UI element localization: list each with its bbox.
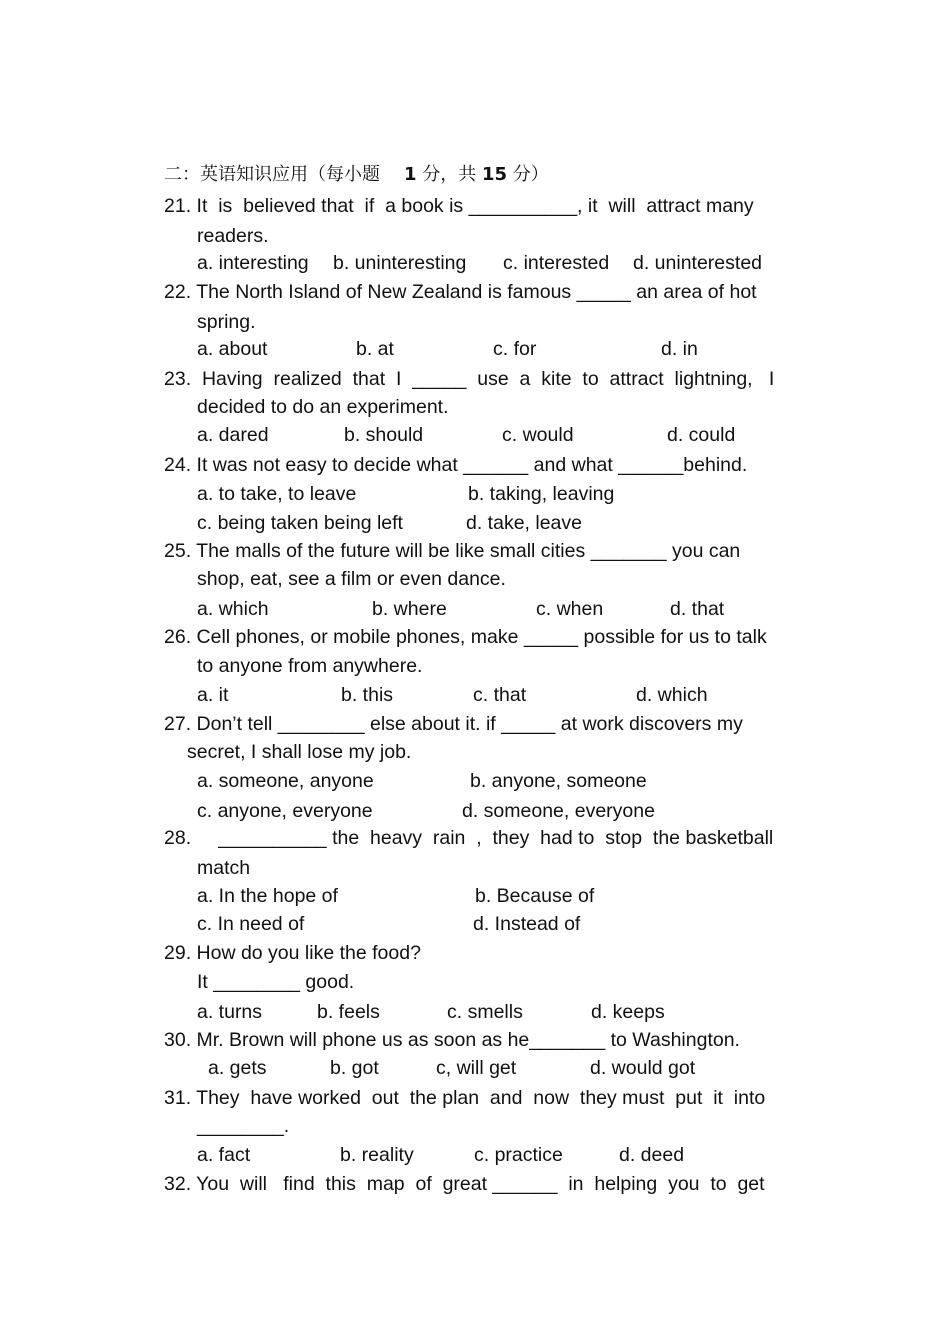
question-24-option-c: c. being taken being left (197, 512, 403, 534)
question-28-stem-line-2: match (197, 857, 251, 879)
question-26-stem-line-2: to anyone from anywhere. (197, 655, 423, 677)
question-21-option-c: c. interested (503, 252, 610, 274)
question-32-stem-line-1: 32. You will find this map of great ______ in helping you to get (164, 1173, 765, 1195)
question-23-option-b: b. should (344, 424, 424, 446)
question-25-option-c: c. when (536, 598, 604, 620)
question-21-option-a: a. interesting (197, 252, 309, 274)
question-24-option-d: d. take, leave (466, 512, 582, 534)
question-31-option-a: a. fact (197, 1144, 251, 1166)
question-29-option-b: b. feels (317, 1001, 380, 1023)
question-24-stem-line-1: 24. It was not easy to decide what ______ and what ______behind. (164, 454, 748, 476)
question-30-option-b: b. got (330, 1057, 379, 1079)
question-28-stem-line-1: 28. __________ the heavy rain , they had to stop the basketball (164, 827, 774, 849)
question-28-option-d: d. Instead of (473, 913, 581, 935)
question-23-option-c: c. would (502, 424, 574, 446)
question-29-stem-line-2: It ________ good. (197, 971, 355, 993)
question-27-stem-line-2: secret, I shall lose my job. (187, 741, 412, 763)
question-23-option-d: d. could (667, 424, 736, 446)
question-26-option-c: c. that (473, 684, 527, 706)
question-27-stem-line-1: 27. Don’t tell ________ else about it. if _____ at work discovers my (164, 713, 743, 735)
question-28-option-c: c. In need of (197, 913, 305, 935)
question-30-stem-line-1: 30. Mr. Brown will phone us as soon as he_______ to Washington. (164, 1029, 740, 1051)
section-title (164, 163, 549, 187)
question-22-option-a: a. about (197, 338, 268, 360)
question-25-stem-line-1: 25. The malls of the future will be like small cities _______ you can (164, 540, 741, 562)
question-31-stem-line-2: ________. (197, 1115, 290, 1137)
section-points-each: 1 (404, 164, 417, 185)
question-27-option-d: d. someone, everyone (462, 800, 655, 822)
question-29-option-a: a. turns (197, 1001, 263, 1023)
question-31-option-d: d. deed (619, 1144, 685, 1166)
question-21-option-d: d. uninterested (633, 252, 763, 274)
question-30-option-a: a. gets (208, 1057, 267, 1079)
question-21-stem-line-1: 21. It is believed that if a book is __________, it will attract many (164, 195, 754, 217)
question-30-option-c: c, will get (436, 1057, 517, 1079)
question-26-stem-line-1: 26. Cell phones, or mobile phones, make _____ possible for us to talk (164, 626, 767, 648)
question-30-option-d: d. would got (590, 1057, 696, 1079)
question-27-option-a: a. someone, anyone (197, 770, 374, 792)
question-26-option-a: a. it (197, 684, 229, 706)
question-25-option-a: a. which (197, 598, 269, 620)
question-23-stem-line-2: decided to do an experiment. (197, 396, 449, 418)
question-25-option-d: d. that (670, 598, 725, 620)
question-28-option-b: b. Because of (475, 885, 595, 907)
question-21-option-b: b. uninteresting (333, 252, 467, 274)
question-26-option-b: b. this (341, 684, 394, 706)
question-31-option-b: b. reality (340, 1144, 414, 1166)
question-23-stem-line-1: 23. Having realized that I _____ use a kite to attract lightning, I (164, 368, 775, 390)
question-22-option-d: d. in (661, 338, 698, 360)
question-22-option-b: b. at (356, 338, 394, 360)
question-26-option-d: d. which (636, 684, 708, 706)
question-27-option-c: c. anyone, everyone (197, 800, 373, 822)
section-title-prefix: 二：英语知识应用（每小题 (164, 164, 380, 185)
question-22-stem-line-1: 22. The North Island of New Zealand is famous _____ an area of hot (164, 281, 757, 303)
question-28-option-a: a. In the hope of (197, 885, 338, 907)
section-title-suffix: 分） (512, 164, 549, 185)
question-27-option-b: b. anyone, someone (470, 770, 647, 792)
question-24-option-b: b. taking, leaving (468, 483, 615, 505)
question-25-stem-line-2: shop, eat, see a film or even dance. (197, 568, 506, 590)
question-22-option-c: c. for (493, 338, 537, 360)
question-22-stem-line-2: spring. (197, 311, 256, 333)
section-total-points: 15 (482, 164, 508, 185)
question-31-stem-line-1: 31. They have worked out the plan and now they must put it into (164, 1087, 766, 1109)
question-29-option-c: c. smells (447, 1001, 523, 1023)
question-31-option-c: c. practice (474, 1144, 563, 1166)
section-title-middle: 分，共 (422, 164, 477, 185)
question-29-stem-line-1: 29. How do you like the food? (164, 942, 421, 964)
question-21-stem-line-2: readers. (197, 225, 269, 247)
question-29-option-d: d. keeps (591, 1001, 665, 1023)
question-24-option-a: a. to take, to leave (197, 483, 357, 505)
question-23-option-a: a. dared (197, 424, 269, 446)
question-25-option-b: b. where (372, 598, 447, 620)
